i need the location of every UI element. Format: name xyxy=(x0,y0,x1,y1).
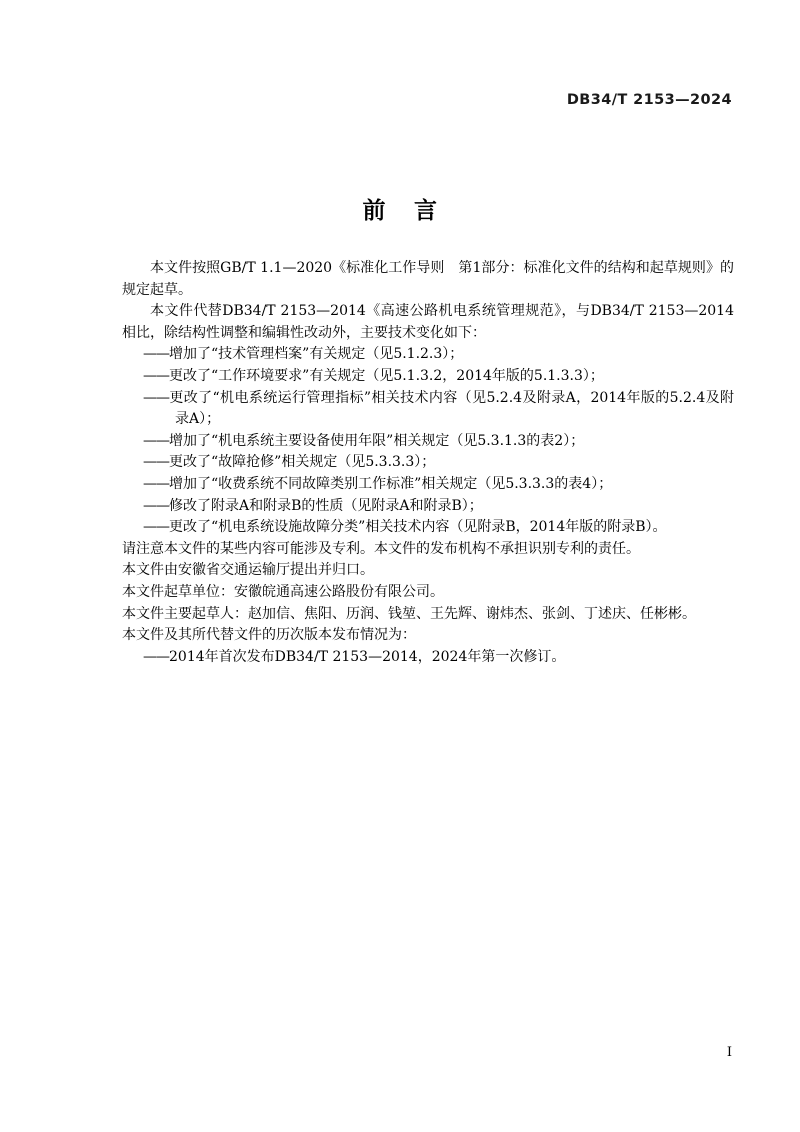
em-dash-prefix: —— xyxy=(143,389,169,406)
list-item xyxy=(122,496,734,518)
list-item xyxy=(122,452,734,474)
list-item-text: 增加了“技术管理档案”有关规定（见5.1.2.3）； xyxy=(169,346,464,363)
em-dash-prefix: —— xyxy=(143,432,169,449)
em-dash-prefix: —— xyxy=(143,367,169,384)
em-dash-prefix: —— xyxy=(143,346,169,363)
paragraph-patent-notice: 请注意本文件的某些内容可能涉及专利。本文件的发布机构不承担识别专利的责任。 xyxy=(122,540,640,557)
em-dash-prefix: —— xyxy=(143,475,169,492)
em-dash-prefix: —— xyxy=(143,454,169,471)
running-header-standard-number: DB34/T 2153—2024 xyxy=(566,92,732,108)
paragraph-replaces-standard: 本文件代替DB34/T 2153—2014《高速公路机电系统管理规范》，与DB34/T 2153—2014相比，除结构性调整和编辑性改动外，主要技术变化如下： xyxy=(122,303,734,341)
page-title-char-1: 前 xyxy=(362,197,386,224)
technical-changes-list xyxy=(122,344,734,538)
footer-page-number: I xyxy=(726,1045,732,1060)
paragraph-principal-drafters: 本文件主要起草人：赵加信、焦阳、历润、钱堃、王先辉、谢炜杰、张剑、丁述庆、任彬彬。 xyxy=(122,605,696,622)
list-item xyxy=(122,474,734,496)
foreword-body xyxy=(122,258,734,668)
list-item-text: 更改了“故障抢修”相关规定（见5.3.3.3）； xyxy=(169,454,436,471)
list-item-text: 更改了“机电系统运行管理指标”相关技术内容（见5.2.4及附录A，2014年版的5.2.4及附录A）； xyxy=(169,389,734,428)
list-item-text: 更改了“机电系统设施故障分类”相关技术内容（见附录B，2014年版的附录B）。 xyxy=(169,519,667,536)
list-item-text: 增加了“收费系统不同故障类别工作标准”相关规定（见5.3.3.3的表4）； xyxy=(169,475,613,492)
paragraph-drafting-basis: 本文件按照GB/T 1.1—2020《标准化工作导则 第1部分：标准化文件的结构和起草规则》的规定起草。 xyxy=(122,260,734,298)
paragraph-drafting-organization: 本文件起草单位：安徽皖通高速公路股份有限公司。 xyxy=(122,583,444,600)
paragraph-version-history-intro: 本文件及其所代替文件的历次版本发布情况为： xyxy=(122,627,416,644)
em-dash-prefix: —— xyxy=(143,519,169,536)
list-item xyxy=(122,344,734,366)
paragraph-proposing-authority: 本文件由安徽省交通运输厅提出并归口。 xyxy=(122,562,374,579)
list-item xyxy=(122,647,734,669)
em-dash-prefix: —— xyxy=(143,648,169,665)
em-dash-prefix: —— xyxy=(143,497,169,514)
list-item xyxy=(122,366,734,388)
list-item xyxy=(122,431,734,453)
list-item-text: 增加了“机电系统主要设备使用年限”相关规定（见5.3.1.3的表2）； xyxy=(169,432,585,449)
list-item xyxy=(122,517,734,539)
list-item-text: 更改了“工作环境要求”有关规定（见5.1.3.2，2014年版的5.1.3.3）； xyxy=(169,367,604,384)
page-title-char-2: 言 xyxy=(414,197,438,224)
list-item-text: 修改了附录A和附录B的性质（见附录A和附录B）； xyxy=(169,497,483,514)
page-title xyxy=(0,192,800,225)
list-item-text: 2014年首次发布DB34/T 2153—2014，2024年第一次修订。 xyxy=(169,648,566,665)
version-history-list xyxy=(122,647,734,669)
list-item xyxy=(122,388,734,431)
